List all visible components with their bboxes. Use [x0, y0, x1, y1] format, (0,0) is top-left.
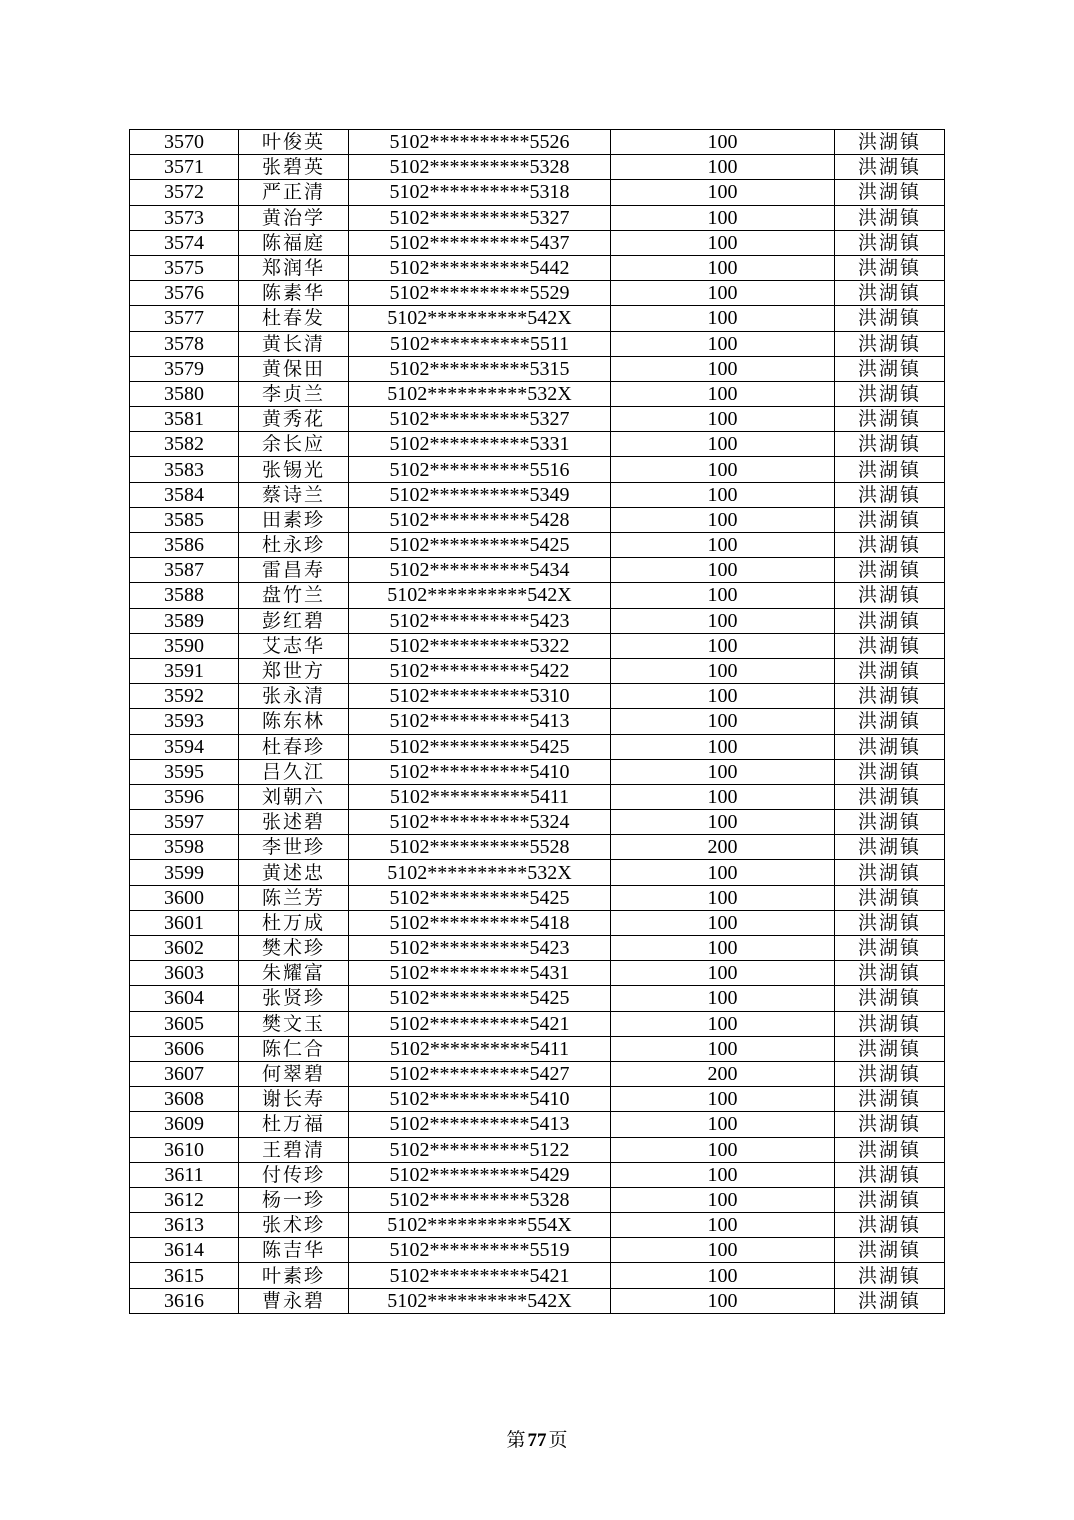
table-row — [130, 432, 945, 457]
table-row — [130, 558, 945, 583]
id-cell: 5102**********5318 — [349, 180, 611, 205]
town-cell: 洪湖镇 — [835, 1213, 945, 1238]
amount-cell: 100 — [611, 331, 835, 356]
id-cell: 5102**********554X — [349, 1213, 611, 1238]
page-footer — [0, 1428, 1074, 1453]
town-cell: 洪湖镇 — [835, 784, 945, 809]
town-cell: 洪湖镇 — [835, 860, 945, 885]
id-cell: 5102**********5327 — [349, 407, 611, 432]
amount-cell: 100 — [611, 709, 835, 734]
id-cell: 5102**********5425 — [349, 986, 611, 1011]
town-cell: 洪湖镇 — [835, 1162, 945, 1187]
name-cell: 陈东林 — [239, 709, 349, 734]
amount-cell: 100 — [611, 1213, 835, 1238]
id-cell: 5102**********5425 — [349, 533, 611, 558]
town-cell: 洪湖镇 — [835, 507, 945, 532]
seq-cell: 3596 — [130, 784, 239, 809]
name-cell: 彭红碧 — [239, 608, 349, 633]
id-cell: 5102**********5516 — [349, 457, 611, 482]
table-row — [130, 734, 945, 759]
amount-cell: 100 — [611, 230, 835, 255]
amount-cell: 100 — [611, 155, 835, 180]
id-cell: 5102**********5511 — [349, 331, 611, 356]
amount-cell: 100 — [611, 583, 835, 608]
table-row — [130, 835, 945, 860]
town-cell: 洪湖镇 — [835, 658, 945, 683]
id-cell: 5102**********5529 — [349, 281, 611, 306]
amount-cell: 100 — [611, 255, 835, 280]
seq-cell: 3598 — [130, 835, 239, 860]
id-cell: 5102**********5431 — [349, 961, 611, 986]
name-cell: 吕久江 — [239, 759, 349, 784]
name-cell: 艾志华 — [239, 633, 349, 658]
table-row — [130, 860, 945, 885]
name-cell: 叶俊英 — [239, 130, 349, 155]
page-label-suffix: 页 — [548, 1429, 568, 1451]
table-row — [130, 482, 945, 507]
table-row — [130, 331, 945, 356]
seq-cell: 3591 — [130, 658, 239, 683]
amount-cell: 100 — [611, 910, 835, 935]
name-cell: 蔡诗兰 — [239, 482, 349, 507]
town-cell: 洪湖镇 — [835, 709, 945, 734]
seq-cell: 3600 — [130, 885, 239, 910]
seq-cell: 3577 — [130, 306, 239, 331]
table-row — [130, 1288, 945, 1313]
id-cell: 5102**********5331 — [349, 432, 611, 457]
name-cell: 杜永珍 — [239, 533, 349, 558]
id-cell: 5102**********5437 — [349, 230, 611, 255]
name-cell: 叶素珍 — [239, 1263, 349, 1288]
seq-cell: 3575 — [130, 255, 239, 280]
amount-cell: 100 — [611, 1011, 835, 1036]
town-cell: 洪湖镇 — [835, 381, 945, 406]
id-cell: 5102**********5526 — [349, 130, 611, 155]
amount-cell: 100 — [611, 1112, 835, 1137]
id-cell: 5102**********5422 — [349, 658, 611, 683]
name-cell: 杨一珍 — [239, 1187, 349, 1212]
amount-cell: 100 — [611, 810, 835, 835]
name-cell: 朱耀富 — [239, 961, 349, 986]
amount-cell: 100 — [611, 986, 835, 1011]
seq-cell: 3602 — [130, 936, 239, 961]
name-cell: 曹永碧 — [239, 1288, 349, 1313]
town-cell: 洪湖镇 — [835, 130, 945, 155]
table-row — [130, 759, 945, 784]
town-cell: 洪湖镇 — [835, 1263, 945, 1288]
name-cell: 张碧英 — [239, 155, 349, 180]
town-cell: 洪湖镇 — [835, 457, 945, 482]
table-row — [130, 1061, 945, 1086]
amount-cell: 100 — [611, 1162, 835, 1187]
id-cell: 5102**********5122 — [349, 1137, 611, 1162]
town-cell: 洪湖镇 — [835, 961, 945, 986]
town-cell: 洪湖镇 — [835, 533, 945, 558]
table-row — [130, 306, 945, 331]
name-cell: 盘竹兰 — [239, 583, 349, 608]
town-cell: 洪湖镇 — [835, 155, 945, 180]
seq-cell: 3587 — [130, 558, 239, 583]
name-cell: 李贞兰 — [239, 381, 349, 406]
name-cell: 黄治学 — [239, 205, 349, 230]
amount-cell: 100 — [611, 381, 835, 406]
seq-cell: 3589 — [130, 608, 239, 633]
id-cell: 5102**********5328 — [349, 1187, 611, 1212]
amount-cell: 100 — [611, 885, 835, 910]
seq-cell: 3612 — [130, 1187, 239, 1212]
seq-cell: 3586 — [130, 533, 239, 558]
amount-cell: 100 — [611, 1087, 835, 1112]
seq-cell: 3571 — [130, 155, 239, 180]
name-cell: 陈吉华 — [239, 1238, 349, 1263]
town-cell: 洪湖镇 — [835, 734, 945, 759]
id-cell: 5102**********5315 — [349, 356, 611, 381]
table-row — [130, 658, 945, 683]
seq-cell: 3585 — [130, 507, 239, 532]
id-cell: 5102**********5427 — [349, 1061, 611, 1086]
table-row — [130, 1238, 945, 1263]
town-cell: 洪湖镇 — [835, 1187, 945, 1212]
town-cell: 洪湖镇 — [835, 1036, 945, 1061]
id-cell: 5102**********5425 — [349, 734, 611, 759]
amount-cell: 100 — [611, 658, 835, 683]
town-cell: 洪湖镇 — [835, 759, 945, 784]
name-cell: 樊术珍 — [239, 936, 349, 961]
table-row — [130, 1162, 945, 1187]
town-cell: 洪湖镇 — [835, 1112, 945, 1137]
town-cell: 洪湖镇 — [835, 936, 945, 961]
seq-cell: 3588 — [130, 583, 239, 608]
amount-cell: 100 — [611, 356, 835, 381]
table-row — [130, 1087, 945, 1112]
town-cell: 洪湖镇 — [835, 331, 945, 356]
town-cell: 洪湖镇 — [835, 1238, 945, 1263]
seq-cell: 3611 — [130, 1162, 239, 1187]
table-row — [130, 205, 945, 230]
table-row — [130, 608, 945, 633]
id-cell: 5102**********5421 — [349, 1263, 611, 1288]
table-row — [130, 130, 945, 155]
seq-cell: 3597 — [130, 810, 239, 835]
seq-cell: 3581 — [130, 407, 239, 432]
name-cell: 田素珍 — [239, 507, 349, 532]
amount-cell: 100 — [611, 180, 835, 205]
name-cell: 张贤珍 — [239, 986, 349, 1011]
table-row — [130, 986, 945, 1011]
id-cell: 5102**********5425 — [349, 885, 611, 910]
id-cell: 5102**********5324 — [349, 810, 611, 835]
town-cell: 洪湖镇 — [835, 608, 945, 633]
name-cell: 陈素华 — [239, 281, 349, 306]
seq-cell: 3615 — [130, 1263, 239, 1288]
table-row — [130, 1187, 945, 1212]
id-cell: 5102**********5442 — [349, 255, 611, 280]
seq-cell: 3592 — [130, 684, 239, 709]
id-cell: 5102**********5423 — [349, 936, 611, 961]
amount-cell: 100 — [611, 533, 835, 558]
table-row — [130, 1213, 945, 1238]
town-cell: 洪湖镇 — [835, 407, 945, 432]
id-cell: 5102**********5411 — [349, 784, 611, 809]
amount-cell: 200 — [611, 1061, 835, 1086]
amount-cell: 100 — [611, 1288, 835, 1313]
id-cell: 5102**********5428 — [349, 507, 611, 532]
town-cell: 洪湖镇 — [835, 810, 945, 835]
name-cell: 何翠碧 — [239, 1061, 349, 1086]
seq-cell: 3601 — [130, 910, 239, 935]
amount-cell: 100 — [611, 1263, 835, 1288]
table-row — [130, 356, 945, 381]
id-cell: 5102**********5410 — [349, 1087, 611, 1112]
town-cell: 洪湖镇 — [835, 910, 945, 935]
table-row — [130, 583, 945, 608]
id-cell: 5102**********5421 — [349, 1011, 611, 1036]
seq-cell: 3574 — [130, 230, 239, 255]
seq-cell: 3590 — [130, 633, 239, 658]
table-row — [130, 1036, 945, 1061]
amount-cell: 100 — [611, 432, 835, 457]
seq-cell: 3593 — [130, 709, 239, 734]
seq-cell: 3579 — [130, 356, 239, 381]
table-row — [130, 936, 945, 961]
amount-cell: 100 — [611, 936, 835, 961]
table-row — [130, 180, 945, 205]
seq-cell: 3580 — [130, 381, 239, 406]
name-cell: 黄长清 — [239, 331, 349, 356]
seq-cell: 3606 — [130, 1036, 239, 1061]
amount-cell: 100 — [611, 734, 835, 759]
seq-cell: 3573 — [130, 205, 239, 230]
id-cell: 5102**********542X — [349, 583, 611, 608]
seq-cell: 3613 — [130, 1213, 239, 1238]
town-cell: 洪湖镇 — [835, 281, 945, 306]
page-label-prefix: 第 — [506, 1429, 526, 1451]
seq-cell: 3609 — [130, 1112, 239, 1137]
seq-cell: 3614 — [130, 1238, 239, 1263]
name-cell: 付传珍 — [239, 1162, 349, 1187]
name-cell: 杜春珍 — [239, 734, 349, 759]
table-row — [130, 1137, 945, 1162]
id-cell: 5102**********5322 — [349, 633, 611, 658]
seq-cell: 3603 — [130, 961, 239, 986]
name-cell: 张锡光 — [239, 457, 349, 482]
table-row — [130, 885, 945, 910]
roster-table — [129, 129, 945, 1314]
amount-cell: 100 — [611, 281, 835, 306]
seq-cell: 3605 — [130, 1011, 239, 1036]
amount-cell: 100 — [611, 1187, 835, 1212]
id-cell: 5102**********532X — [349, 381, 611, 406]
town-cell: 洪湖镇 — [835, 306, 945, 331]
name-cell: 雷昌寿 — [239, 558, 349, 583]
town-cell: 洪湖镇 — [835, 432, 945, 457]
seq-cell: 3616 — [130, 1288, 239, 1313]
town-cell: 洪湖镇 — [835, 1087, 945, 1112]
id-cell: 5102**********542X — [349, 1288, 611, 1313]
table-row — [130, 1112, 945, 1137]
name-cell: 陈兰芳 — [239, 885, 349, 910]
table-row — [130, 457, 945, 482]
name-cell: 刘朝六 — [239, 784, 349, 809]
id-cell: 5102**********5429 — [349, 1162, 611, 1187]
name-cell: 陈仁合 — [239, 1036, 349, 1061]
town-cell: 洪湖镇 — [835, 885, 945, 910]
town-cell: 洪湖镇 — [835, 180, 945, 205]
id-cell: 5102**********5519 — [349, 1238, 611, 1263]
table-row — [130, 633, 945, 658]
name-cell: 杜万福 — [239, 1112, 349, 1137]
table-row — [130, 381, 945, 406]
name-cell: 张永清 — [239, 684, 349, 709]
amount-cell: 100 — [611, 608, 835, 633]
table-row — [130, 407, 945, 432]
name-cell: 王碧清 — [239, 1137, 349, 1162]
amount-cell: 100 — [611, 1238, 835, 1263]
town-cell: 洪湖镇 — [835, 633, 945, 658]
amount-cell: 100 — [611, 130, 835, 155]
name-cell: 张术珍 — [239, 1213, 349, 1238]
table-row — [130, 255, 945, 280]
name-cell: 李世珍 — [239, 835, 349, 860]
seq-cell: 3608 — [130, 1087, 239, 1112]
name-cell: 谢长寿 — [239, 1087, 349, 1112]
seq-cell: 3595 — [130, 759, 239, 784]
amount-cell: 100 — [611, 961, 835, 986]
town-cell: 洪湖镇 — [835, 482, 945, 507]
page-number: 77 — [527, 1430, 547, 1451]
table-row — [130, 810, 945, 835]
roster-table-body — [130, 130, 945, 1314]
name-cell: 余长应 — [239, 432, 349, 457]
town-cell: 洪湖镇 — [835, 255, 945, 280]
id-cell: 5102**********5327 — [349, 205, 611, 230]
amount-cell: 100 — [611, 684, 835, 709]
seq-cell: 3572 — [130, 180, 239, 205]
amount-cell: 100 — [611, 457, 835, 482]
table-row — [130, 709, 945, 734]
name-cell: 郑润华 — [239, 255, 349, 280]
table-row — [130, 281, 945, 306]
id-cell: 5102**********5528 — [349, 835, 611, 860]
amount-cell: 100 — [611, 860, 835, 885]
table-row — [130, 230, 945, 255]
amount-cell: 100 — [611, 407, 835, 432]
seq-cell: 3594 — [130, 734, 239, 759]
name-cell: 黄保田 — [239, 356, 349, 381]
amount-cell: 100 — [611, 205, 835, 230]
name-cell: 陈福庭 — [239, 230, 349, 255]
amount-cell: 100 — [611, 507, 835, 532]
amount-cell: 100 — [611, 1137, 835, 1162]
id-cell: 5102**********5434 — [349, 558, 611, 583]
town-cell: 洪湖镇 — [835, 583, 945, 608]
town-cell: 洪湖镇 — [835, 986, 945, 1011]
seq-cell: 3584 — [130, 482, 239, 507]
id-cell: 5102**********5328 — [349, 155, 611, 180]
town-cell: 洪湖镇 — [835, 684, 945, 709]
seq-cell: 3570 — [130, 130, 239, 155]
town-cell: 洪湖镇 — [835, 230, 945, 255]
table-row — [130, 784, 945, 809]
town-cell: 洪湖镇 — [835, 1288, 945, 1313]
table-row — [130, 1011, 945, 1036]
table-row — [130, 684, 945, 709]
name-cell: 杜万成 — [239, 910, 349, 935]
town-cell: 洪湖镇 — [835, 205, 945, 230]
seq-cell: 3576 — [130, 281, 239, 306]
town-cell: 洪湖镇 — [835, 1011, 945, 1036]
name-cell: 黄述忠 — [239, 860, 349, 885]
amount-cell: 100 — [611, 784, 835, 809]
table-row — [130, 507, 945, 532]
amount-cell: 100 — [611, 558, 835, 583]
town-cell: 洪湖镇 — [835, 1061, 945, 1086]
table-row — [130, 533, 945, 558]
id-cell: 5102**********542X — [349, 306, 611, 331]
name-cell: 张述碧 — [239, 810, 349, 835]
table-row — [130, 155, 945, 180]
amount-cell: 100 — [611, 759, 835, 784]
id-cell: 5102**********5418 — [349, 910, 611, 935]
name-cell: 郑世方 — [239, 658, 349, 683]
table-row — [130, 1263, 945, 1288]
seq-cell: 3583 — [130, 457, 239, 482]
id-cell: 5102**********5310 — [349, 684, 611, 709]
id-cell: 5102**********5413 — [349, 1112, 611, 1137]
id-cell: 5102**********5423 — [349, 608, 611, 633]
id-cell: 5102**********5410 — [349, 759, 611, 784]
id-cell: 5102**********532X — [349, 860, 611, 885]
name-cell: 杜春发 — [239, 306, 349, 331]
town-cell: 洪湖镇 — [835, 1137, 945, 1162]
amount-cell: 100 — [611, 633, 835, 658]
seq-cell: 3607 — [130, 1061, 239, 1086]
seq-cell: 3599 — [130, 860, 239, 885]
name-cell: 樊文玉 — [239, 1011, 349, 1036]
name-cell: 严正清 — [239, 180, 349, 205]
id-cell: 5102**********5349 — [349, 482, 611, 507]
id-cell: 5102**********5411 — [349, 1036, 611, 1061]
amount-cell: 100 — [611, 1036, 835, 1061]
table-row — [130, 961, 945, 986]
town-cell: 洪湖镇 — [835, 835, 945, 860]
seq-cell: 3578 — [130, 331, 239, 356]
amount-cell: 100 — [611, 306, 835, 331]
amount-cell: 200 — [611, 835, 835, 860]
amount-cell: 100 — [611, 482, 835, 507]
seq-cell: 3604 — [130, 986, 239, 1011]
town-cell: 洪湖镇 — [835, 558, 945, 583]
id-cell: 5102**********5413 — [349, 709, 611, 734]
seq-cell: 3610 — [130, 1137, 239, 1162]
name-cell: 黄秀花 — [239, 407, 349, 432]
table-row — [130, 910, 945, 935]
town-cell: 洪湖镇 — [835, 356, 945, 381]
seq-cell: 3582 — [130, 432, 239, 457]
